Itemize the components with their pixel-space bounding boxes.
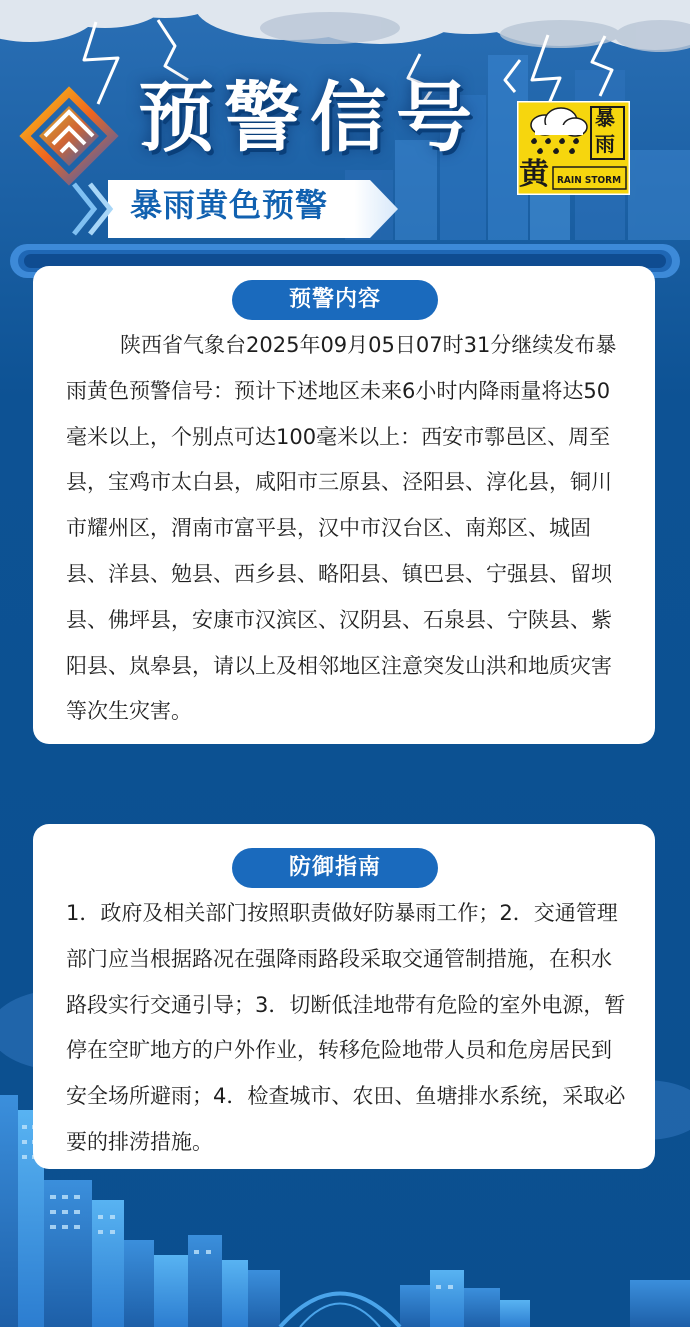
signal-rain-text: 暴雨 [595, 106, 615, 156]
signal-english-text: RAIN STORM [557, 175, 622, 186]
warning-content-card [33, 266, 655, 744]
page-title: 预警信号 [138, 73, 482, 162]
warning-content-heading: 预警内容 [232, 280, 438, 320]
signal-color-text: 黄 [519, 157, 549, 192]
defense-guide-card [33, 824, 655, 1169]
defense-guide-text: 1．政府及相关部门按照职责做好防暴雨工作；2．交通管理部门应当根据路况在强降雨路段采取交通管制措施，在积水路段实行交通引导；3．切断低洼地带有危险的室外电源，暂停在空旷地方的户外作业，转移危险地带人员和危房居民到安全场所避雨；4．检查城市、农田、鱼塘排水系统，采取必要的排涝措施。 [66, 901, 626, 1154]
defense-guide-heading: 防御指南 [232, 848, 438, 888]
warning-content-text: 陕西省气象台2025年09月05日07时31分继续发布暴雨黄色预警信号：预计下述地区未来6小时内降雨量将达50毫米以上，个别点可达100毫米以上：西安市鄠邑区、周至县，宝鸡市太白县，咸阳市三原县、泾阳县、淳化县，铜川市耀州区，渭南市富平县，汉中市汉台区、南郑区、城固县、洋县、勉县、西乡县、略阳县、镇巴县、宁强县、留坝县、佛坪县，安康市汉滨区、汉阴县、石泉县、宁陕县、紫阳县、岚皋县，请以上及相邻地区注意突发山洪和地质灾害等次生灾害。 [66, 333, 617, 724]
warning-type-subtitle: 暴雨黄色预警 [130, 186, 329, 224]
